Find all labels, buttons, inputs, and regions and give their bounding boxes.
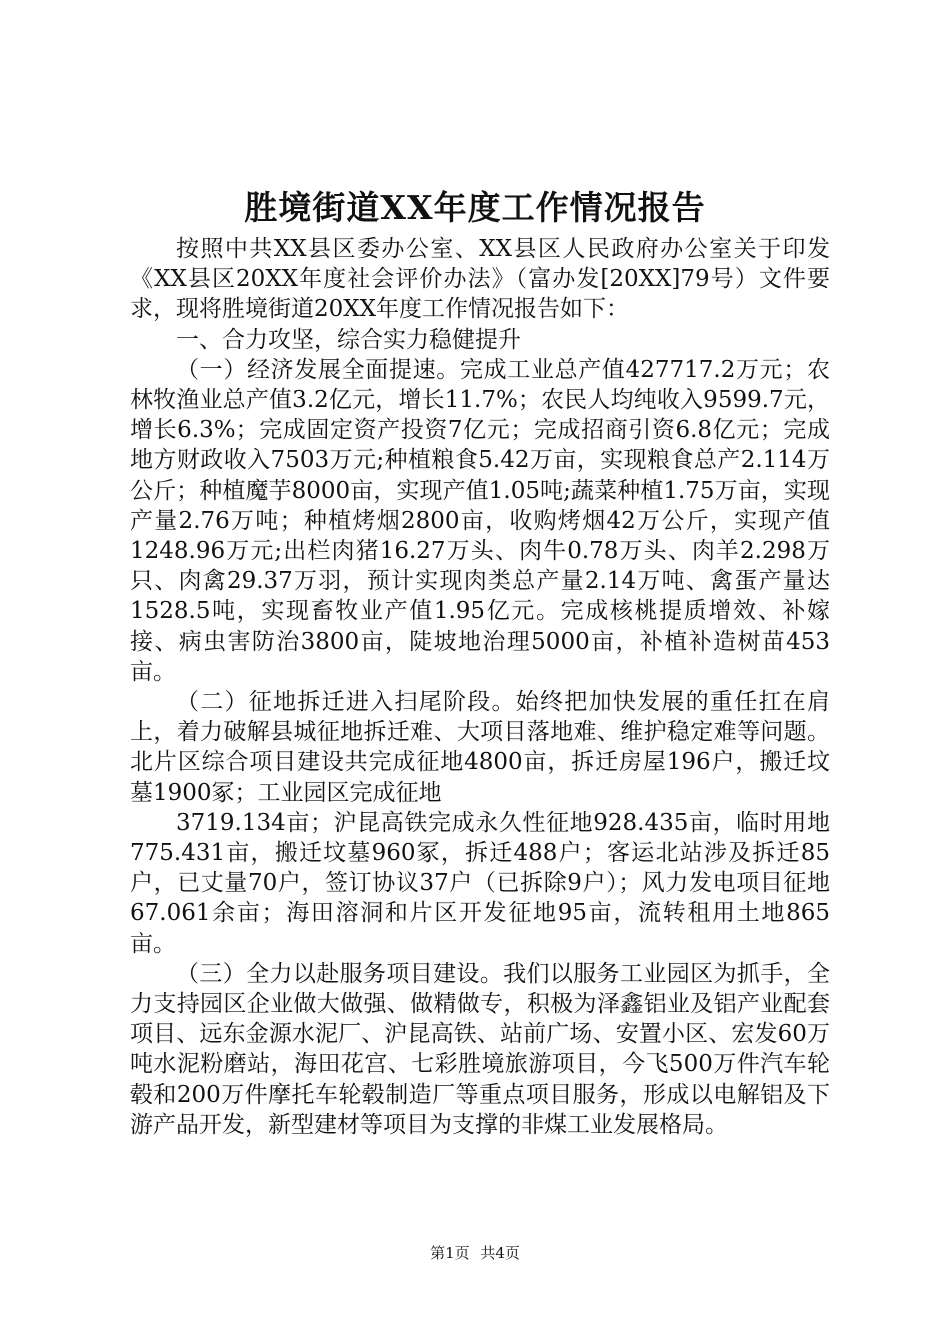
paragraph-intro: 按照中共XX县区委办公室、XX县区人民政府办公室关于印发《XX县区20XX年度社会评价办法》（富办发[20XX]79号）文件要求，现将胜境街道20XX年度工作情况报告如下： <box>130 236 830 323</box>
paragraph-land-acquisition-cont: 3719.134亩；沪昆高铁完成永久性征地928.435亩，临时用地775.431亩，搬迁坟墓960冢，拆迁488户；客运北站涉及拆迁85户，已丈量70户，签订协议37户（已拆除9户）；风力发电项目征地67.061余亩；海田溶洞和片区开发征地95亩，流转租用土地865亩。 <box>130 809 830 957</box>
section-heading-1: 一、合力攻坚，综合实力稳健提升 <box>176 326 521 353</box>
paragraph-land-acquisition: （二）征地拆迁进入扫尾阶段。始终把加快发展的重任扛在肩上，着力破解县城征地拆迁难、大项目落地难、维护稳定难等问题。北片区综合项目建设共完成征地4800亩，拆迁房屋196户，搬迁坟墓1900冢；工业园区完成征地 <box>130 689 830 806</box>
page-total: 共4页 <box>480 1244 520 1262</box>
document-title: 胜境街道XX年度工作情况报告 <box>244 188 706 227</box>
page-number: 第1页 <box>430 1244 470 1262</box>
paragraph-project-service: （三）全力以赴服务项目建设。我们以服务工业园区为抓手，全力支持园区企业做大做强、做精做专，积极为泽鑫铝业及铝产业配套项目、远东金源水泥厂、沪昆高铁、站前广场、安置小区、宏发60万吨水泥粉磨站，海田花宫、七彩胜境旅游项目，今飞500万件汽车轮毂和200万件摩托车轮毂制造厂等重点项目服务，形成以电解铝及下游产品开发，新型建材等项目为支撑的非煤工业发展格局。 <box>130 960 830 1138</box>
document-body <box>130 234 830 1140</box>
page-footer <box>0 1243 950 1263</box>
paragraph-economy: （一）经济发展全面提速。完成工业总产值427717.2万元；农林牧渔业总产值3.2亿元，增长11.7%；农民人均纯收入9599.7元，增长6.3%；完成固定资产投资7亿元；完成招商引资6.8亿元；完成地方财政收入7503万元;种植粮食5.42万亩，实现粮食总产2.114万公斤；种植魔芋8000亩，实现产值1.05吨;蔬菜种植1.75万亩，实现产量2.76万吨；种植烤烟2800亩，收购烤烟42万公斤，实现产值1248.96万元;出栏肉猪16.27万头、肉牛0.78万头、肉羊2.298万只、肉禽29.37万羽，预计实现肉类总产量2.14万吨、禽蛋产量达1528.5吨，实现畜牧业产值1.95亿元。完成核桃提质增效、补嫁接、病虫害防治3800亩，陡坡地治理5000亩，补植补造树苗453亩。 <box>130 356 830 685</box>
